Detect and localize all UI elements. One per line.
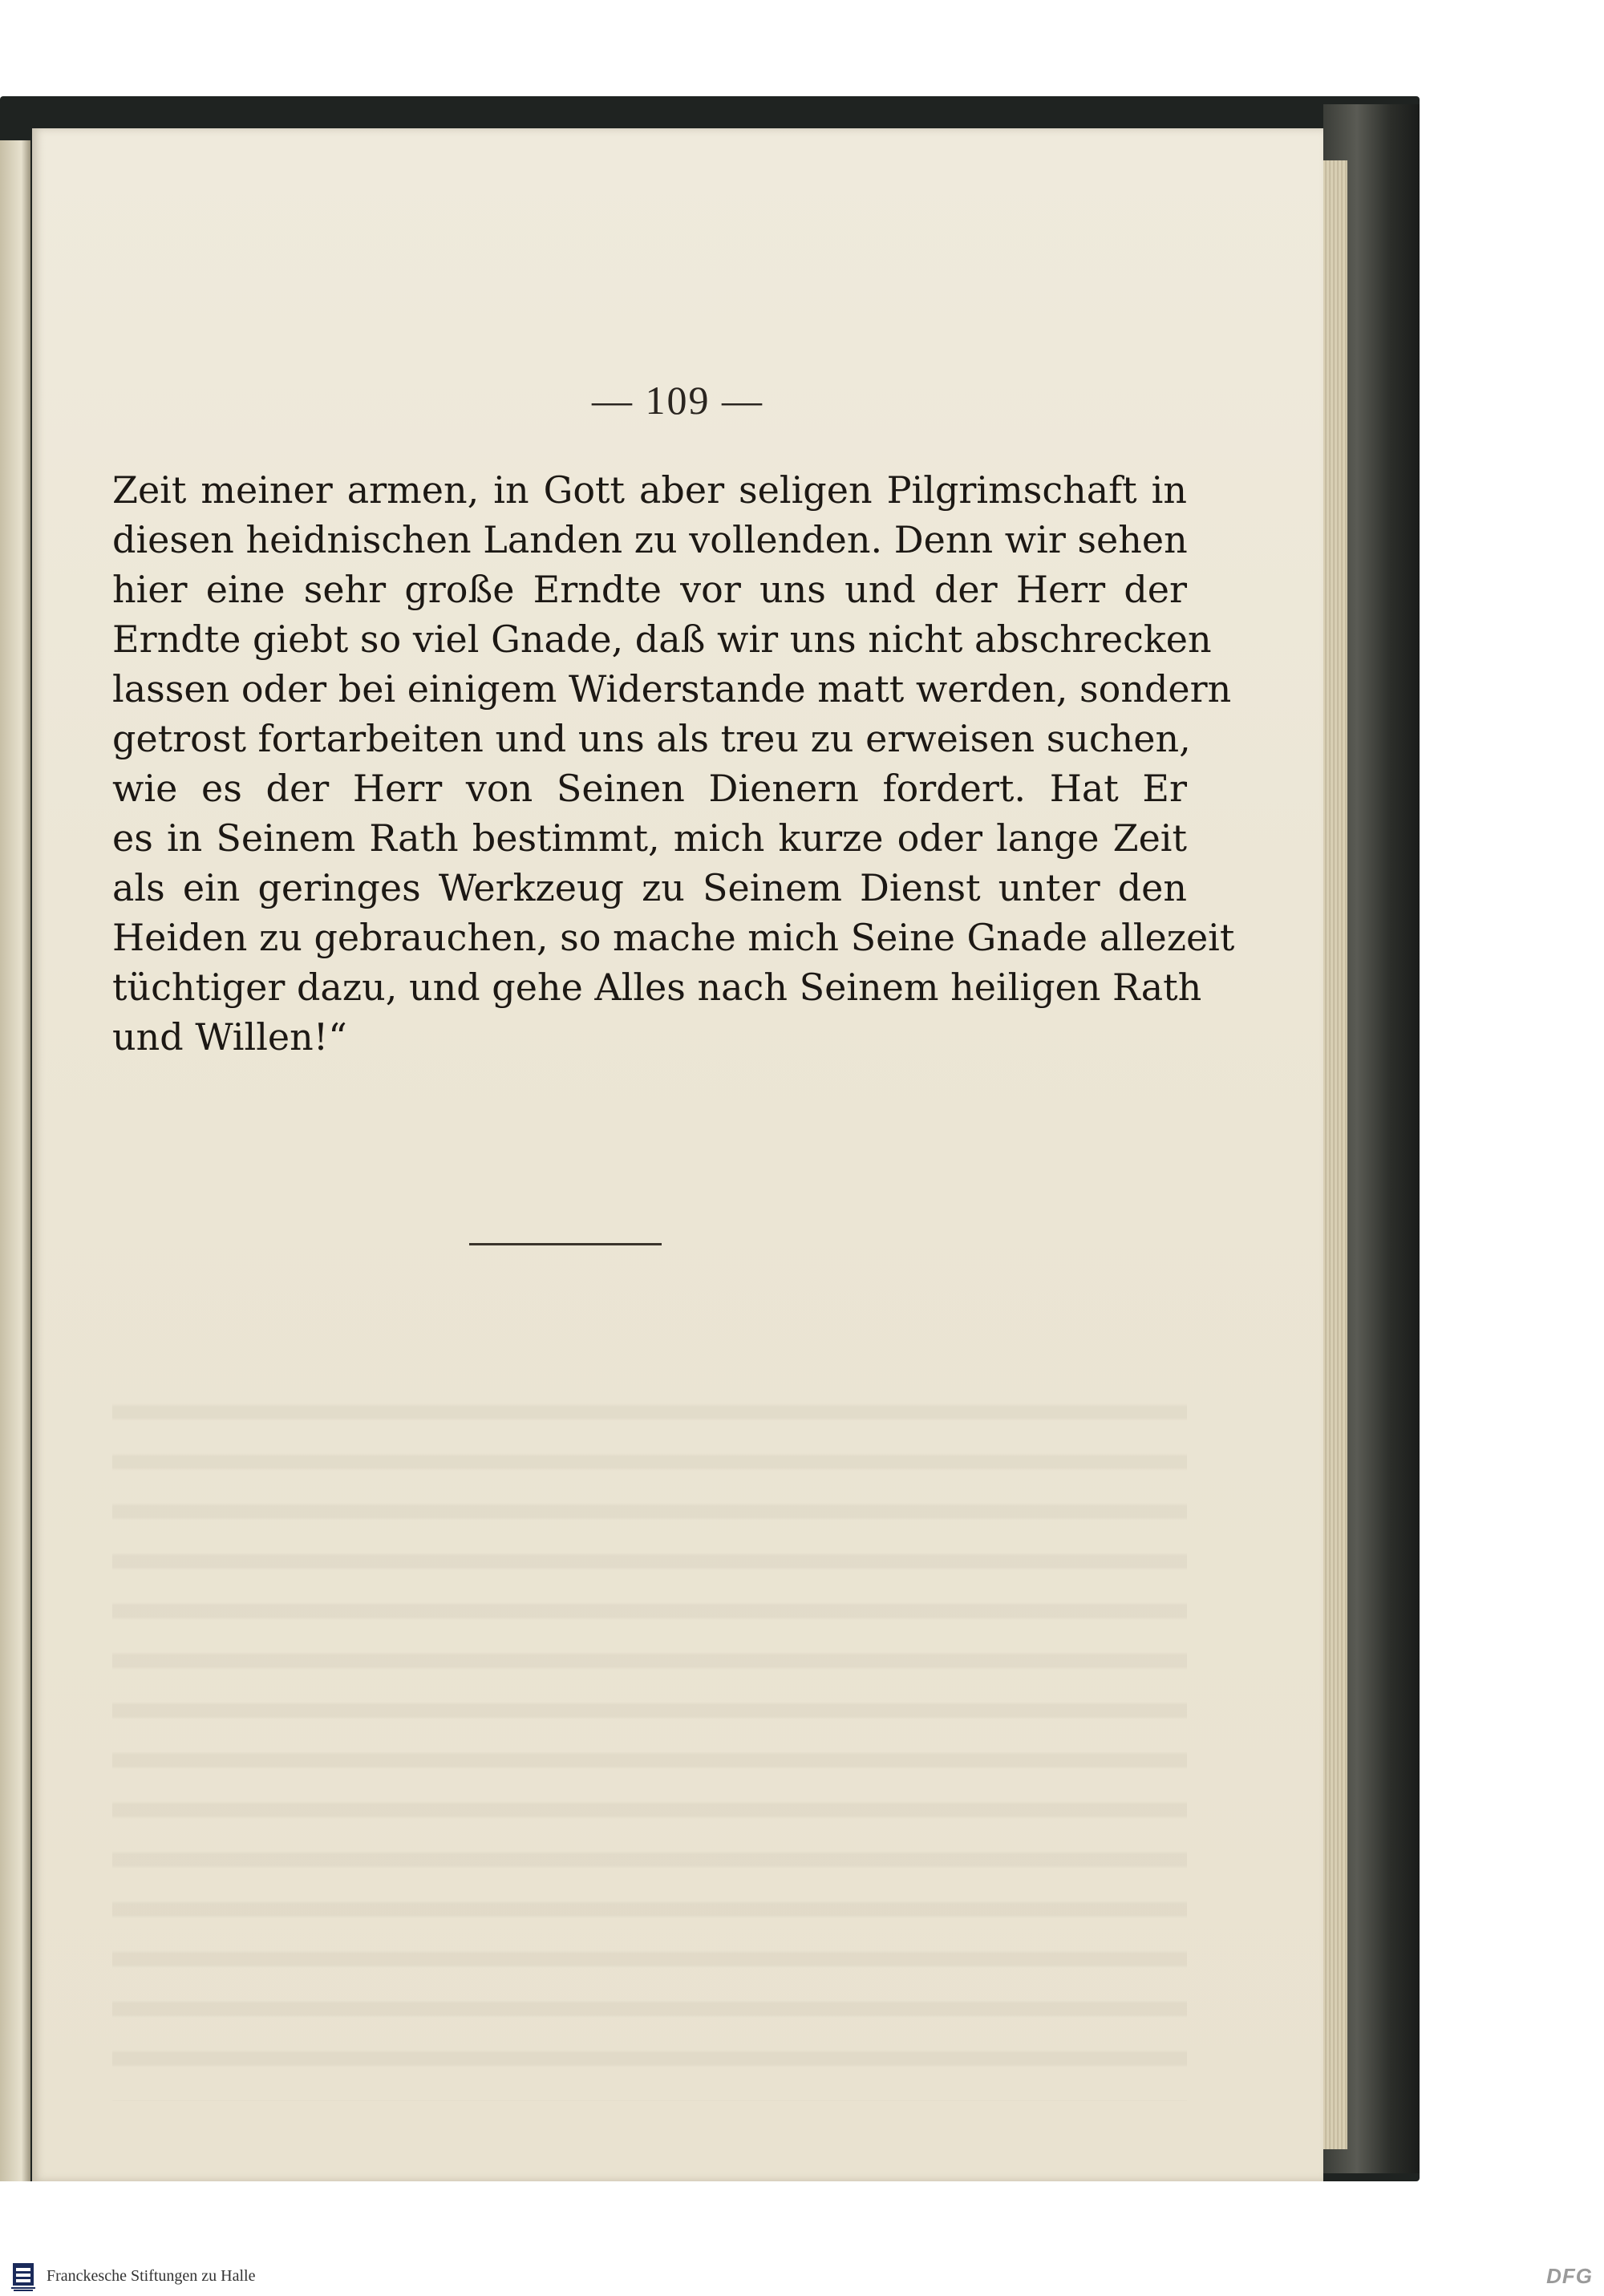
text-line: getrost fortarbeiten und uns als treu zu erweisen suchen, (112, 717, 1191, 760)
book-page (32, 128, 1323, 2181)
text-line: Heiden zu gebrauchen, so mache mich Seine Gnade allezeit (112, 916, 1235, 959)
footer-bar (0, 2258, 1604, 2296)
text-line: hier eine sehr große Erndte vor uns und der Herr der (112, 568, 1187, 611)
text-line: tüchtiger dazu, und gehe Alles nach Seinem heiligen Rath (112, 966, 1202, 1009)
text-line: Zeit meiner armen, in Gott aber seligen Pilgrimschaft in (112, 468, 1187, 512)
text-line: Erndte giebt so viel Gnade, daß wir uns nicht abschrecken (112, 618, 1212, 661)
page-body-text (112, 465, 1235, 1062)
text-line: als ein geringes Werkzeug zu Seinem Dienst unter den (112, 866, 1187, 909)
section-divider-rule (469, 1243, 662, 1245)
page-number-header: — 109 — (592, 378, 764, 423)
text-line: diesen heidnischen Landen zu vollenden. Denn wir sehen (112, 518, 1188, 561)
francke-foundation-logo-icon (10, 2262, 37, 2292)
text-line: wie es der Herr von Seinen Dienern fordert. Hat Er (112, 767, 1187, 810)
dfg-logo: DFG (1546, 2264, 1593, 2288)
text-line: es in Seinem Rath bestimmt, mich kurze oder lange Zeit (112, 816, 1187, 860)
footer-institution-name: Franckesche Stiftungen zu Halle (47, 2267, 256, 2285)
left-page-sliver (0, 140, 30, 2181)
text-line: lassen oder bei einigem Widerstande matt werden, sondern (112, 667, 1232, 711)
text-line: und Willen!“ (112, 1015, 347, 1059)
bleed-through-texture (112, 1379, 1187, 2101)
